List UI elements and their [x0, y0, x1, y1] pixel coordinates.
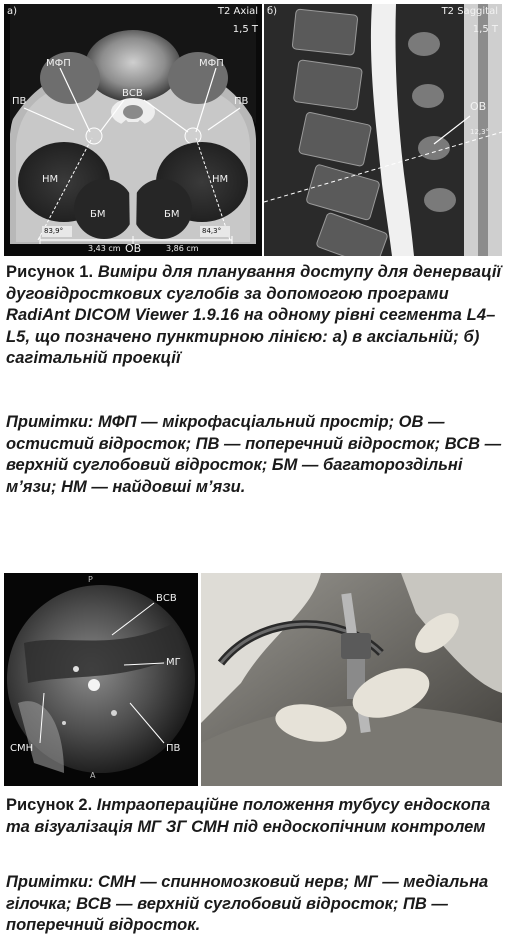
label-mfp-left: МФП [46, 58, 71, 69]
figure1-notes [6, 412, 502, 498]
angle-right: 84,3° [202, 227, 222, 235]
angle-left: 83,9° [44, 227, 64, 235]
figure1-caption-text: Виміри для планування доступу для денервації дуговідросткових суглобів за допомогою програми RadiAnt DICOM Viewer 1.9.16 на одному рівні сегмента L4–L5, що позначено пунктирною лінією: а) в аксіальній; б) сагітальній проекції [6, 263, 502, 367]
label-pv-right: ПВ [234, 96, 249, 107]
distance-left: 3,43 cm [88, 244, 121, 253]
figure1-notes-lead: Примітки: [6, 413, 94, 431]
intraoperative-photo-drawing [201, 573, 502, 786]
series-label-axial: T2 Axial [217, 6, 258, 17]
label-bm-right: БМ [164, 209, 180, 220]
label-pv-left: ПВ [12, 96, 27, 107]
axial-mri-drawing [4, 4, 262, 256]
label-mfp-right: МФП [199, 58, 224, 69]
label-vsv: ВСВ [122, 88, 143, 99]
figure2-caption-lead: Рисунок 2. [6, 796, 93, 814]
angle-sagittal: 12,3° [470, 128, 490, 136]
figure1-caption-lead: Рисунок 1. [6, 263, 94, 281]
figure1-axial-mri-image [4, 4, 262, 256]
panel-letter-a: а) [7, 6, 18, 17]
label-bm-left: БМ [90, 209, 106, 220]
figure2-intraoperative-photo [201, 573, 502, 786]
figure2-notes-lead: Примітки: [6, 873, 94, 891]
field-strength-axial: 1,5 T [232, 24, 258, 35]
endo-label-smn: СМН [10, 743, 34, 754]
figure2-caption [6, 795, 502, 838]
figure2-notes-text: СМН — спинномозковий нерв; МГ — медіальна гілочка; ВСВ — верхній суглобовий відросток; ПВ — поперечний відросток. [6, 873, 489, 934]
label-nm-left: НМ [42, 174, 59, 185]
label-ov-sagittal: ОВ [470, 100, 487, 113]
sagittal-mri-drawing [264, 4, 502, 256]
panel-letter-b: б) [267, 6, 278, 17]
endo-label-vsv: ВСВ [156, 593, 177, 604]
endoscopic-view-drawing [4, 573, 198, 786]
endo-label-mg: МГ [166, 657, 181, 668]
distance-right: 3,86 cm [166, 244, 199, 253]
series-label-sagittal: T2 Saggital [441, 6, 498, 17]
figure1-notes-text: МФП — мікрофасціальний простір; ОВ — остистий відросток; ПВ — поперечний відросток; ВСВ — верхній суглобовий відросток; БМ — багатороздільні м’язи; НМ — найдовші м’язи. [6, 413, 502, 496]
figure2-notes [6, 872, 502, 937]
endoscope-top-marker: P [88, 575, 93, 584]
label-nm-right: НМ [212, 174, 229, 185]
endo-label-pv: ПВ [166, 743, 181, 754]
label-ov: ОВ [125, 242, 142, 255]
figure2-endoscopic-image [4, 573, 198, 786]
figure2-caption-text: Інтраопераційне положення тубусу ендоскопа та візуалізація МГ ЗГ СМН під ендоскопічним контролем [6, 796, 491, 836]
field-strength-sagittal: 1,5 T [472, 24, 498, 35]
figure1-sagittal-mri-image [264, 4, 502, 256]
endoscope-bottom-marker: A [90, 771, 96, 780]
figure1-caption [6, 262, 502, 370]
